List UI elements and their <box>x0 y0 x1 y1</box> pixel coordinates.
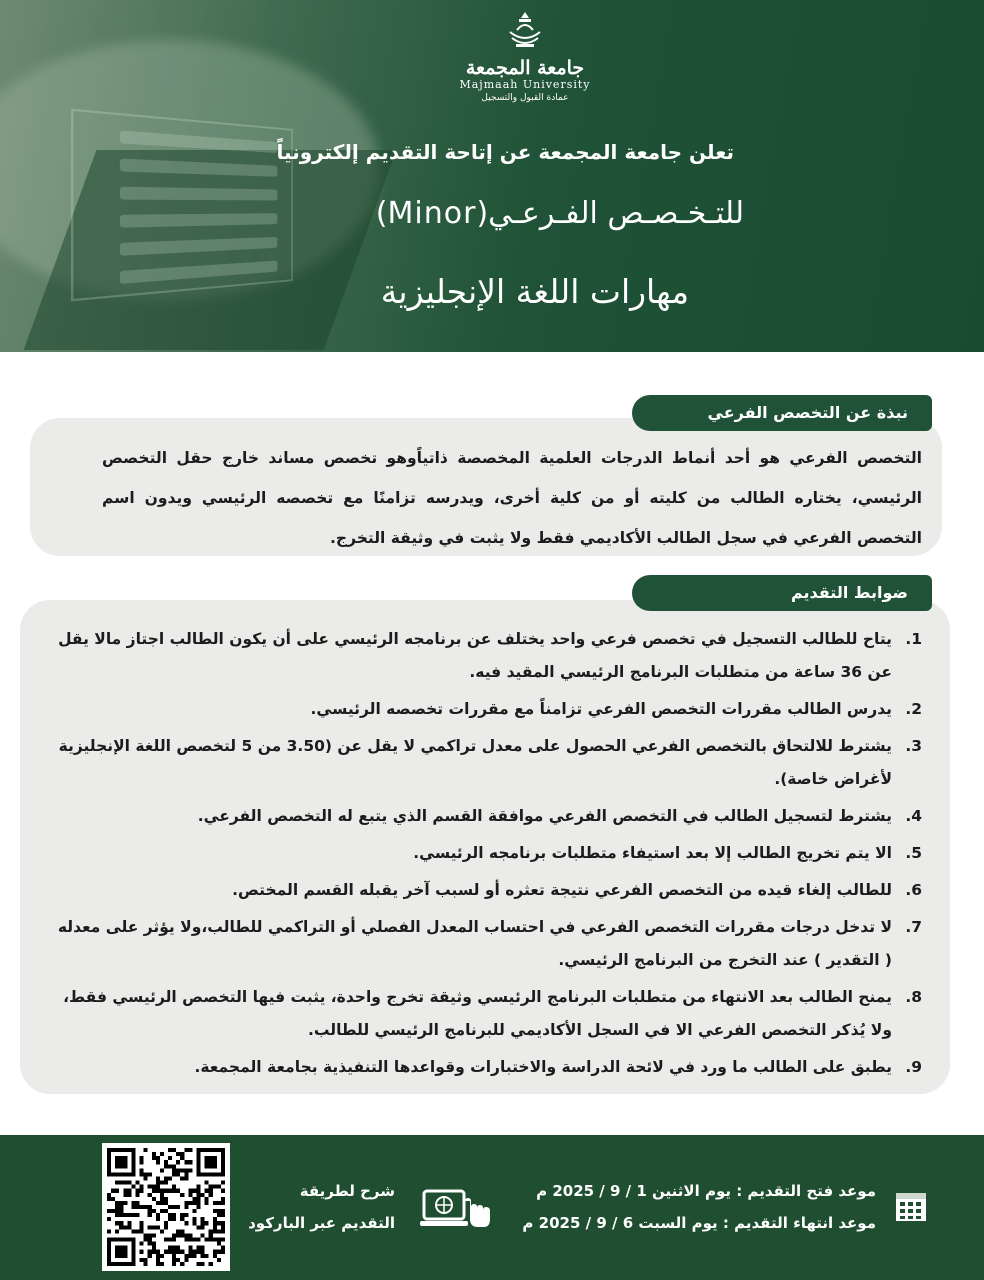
program-title: للتـخـصـص الفـرعـي(Minor) <box>375 196 744 231</box>
about-heading: نبذة عن التخصص الفرعي <box>632 395 932 431</box>
hero-banner <box>0 0 984 352</box>
program-subtitle: مهارات اللغة الإنجليزية <box>380 272 689 311</box>
announcement-line: تعلن جامعة المجمعة عن إتاحة التقديم إلكترونياً <box>276 140 734 164</box>
qr-instructions-line1: شرح لطريقة <box>299 1182 395 1200</box>
about-text: التخصص الفرعي هو أحد أنماط الدرجات العلمية المخصصة ذاتياًوهو تخصص مساند خارج حقل التخصص الرئيسي، يختاره الطالب من كليته أو من كلية أخرى، ويدرسه تزامنًا مع تخصصه الرئيسي ويدون اسم التخصص الفرعي في سجل الطالب الأكاديمي فقط ولا يثبت في وثيقة التخرج. <box>102 449 922 547</box>
rules-list <box>52 623 922 1088</box>
list-item: 1. يتاح للطالب التسجيل في تخصص فرعي واحد يختلف عن برنامجه الرئيسي على أن يكون الطالب اجتاز مالا يقل عن 36 ساعة من متطلبات البرنامج الرئيسي المقيد فيه. <box>58 630 922 681</box>
calendar-icon <box>894 1189 928 1223</box>
computer-click-icon <box>420 1187 492 1233</box>
list-item: 8. يمنح الطالب بعد الانتهاء من متطلبات البرنامج الرئيسي وثيقة تخرج واحدة، يثبت فيها التخصص الرئيسي فقط، ولا يُذكر التخصص الفرعي الا في السجل الأكاديمي للبرنامج الرئيسي للطالب. <box>63 988 922 1039</box>
logo-name-ar: جامعة المجمعة <box>465 57 585 79</box>
logo-department: عمادة القبول والتسجيل <box>481 93 569 103</box>
open-date: موعد فتح التقديم : يوم الاثنين 1 / 9 / 2025 م <box>536 1182 876 1200</box>
qr-code[interactable] <box>102 1143 230 1271</box>
list-item: 4. يشترط لتسجيل الطالب في التخصص الفرعي موافقة القسم الذي يتبع له التخصص الفرعي. <box>197 807 922 825</box>
footer-bar <box>0 1135 984 1280</box>
close-date: موعد انتهاء التقديم : يوم السبت 6 / 9 / 2025 م <box>522 1214 876 1232</box>
hero-screen-illustration <box>71 109 293 302</box>
list-item: 3. يشترط للالتحاق بالتخصص الفرعي الحصول على معدل تراكمي لا يقل عن (3.50 من 5 لتخصص اللغة الإنجليزية لأغراض خاصة). <box>58 737 922 788</box>
list-item: 9. يطبق على الطالب ما ورد في لائحة الدراسة والاختبارات وقواعدها التنفيذية بجامعة المجمعة. <box>194 1058 922 1076</box>
logo-name-en: Majmaah University <box>459 78 591 91</box>
rules-heading: ضوابط التقديم <box>632 575 932 611</box>
qr-instructions <box>245 1175 395 1239</box>
application-dates <box>522 1175 876 1239</box>
list-item: 6. للطالب إلغاء قيده من التخصص الفرعي نتيجة تعثره أو لسبب آخر يقبله القسم المختص. <box>232 881 922 899</box>
university-emblem-icon <box>502 8 548 54</box>
qr-instructions-line2: التقديم عبر الباركود <box>248 1214 395 1232</box>
list-item: 5. الا يتم تخريج الطالب إلا بعد استيفاء متطلبات برنامجه الرئيسي. <box>413 844 922 862</box>
list-item: 7. لا تدخل درجات مقررات التخصص الفرعي في احتساب المعدل الفصلي أو التراكمي للطالب،ولا يؤثر على معدله ( التقدير ) عند التخرج من البرنامج الرئيسي. <box>57 918 922 969</box>
list-item: 2. يدرس الطالب مقررات التخصص الفرعي تزامناً مع مقررات تخصصه الرئيسي. <box>310 700 922 718</box>
qr-code-pattern <box>107 1148 225 1266</box>
university-logo <box>455 8 595 112</box>
